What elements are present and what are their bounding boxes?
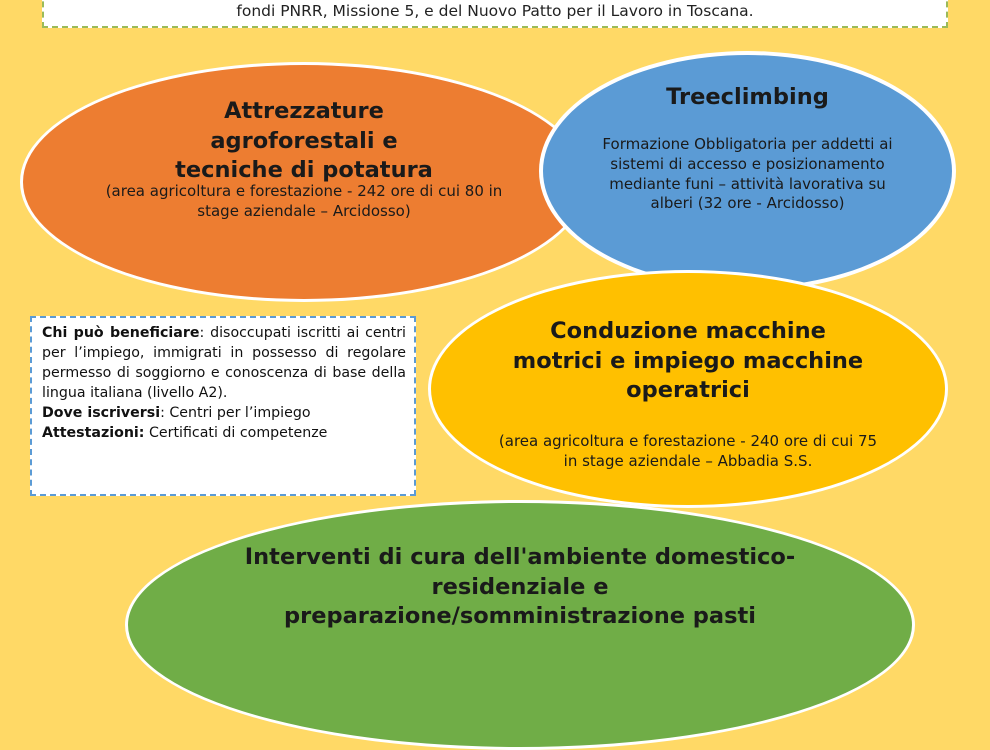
iscrizione-label: Dove iscriversi (42, 405, 161, 421)
beneficiari-text: : disoccupati iscritti ai centri per l’impiego, immigrati in possesso di regolare permesso di soggiorno e conoscenza di base della lingua italiana (livello A2). (42, 325, 406, 401)
course-macchine-title: Conduzione macchine motrici e impiego macchine operatrici (512, 318, 864, 404)
attestazioni-paragraph (42, 423, 406, 443)
attestazioni-label: Attestazioni: (42, 425, 145, 441)
course-treeclimbing-title: Treeclimbing (666, 84, 829, 110)
course-ambiente-title: Interventi di cura dell'ambiente domestico-residenziale e preparazione/somministrazione pasti (244, 544, 796, 630)
course-agroforestali (20, 62, 588, 302)
course-treeclimbing (540, 52, 955, 290)
iscrizione-text: : Centri per l’impiego (160, 405, 311, 421)
info-box (30, 316, 416, 496)
course-agroforestali-title: Attrezzature agroforestali e tecniche di potatura (175, 98, 433, 184)
attestazioni-text: Certificati di competenze (144, 425, 328, 441)
iscrizione-paragraph (42, 403, 406, 423)
course-treeclimbing-description: Formazione Obbligatoria per addetti ai sistemi di accesso e posizionamento mediante funi – attività lavorativa su alberi (32 ore - Arcidosso) (602, 135, 893, 213)
beneficiari-paragraph (42, 323, 406, 403)
course-agroforestali-description: (area agricoltura e forestazione - 242 ore di cui 80 in stage aziendale – Arcidosso) (105, 182, 503, 220)
course-macchine (428, 270, 948, 508)
course-macchine-description: (area agricoltura e forestazione - 240 ore di cui 75 in stage aziendale – Abbadia S.S. (498, 432, 878, 470)
header-box (42, 0, 948, 28)
course-ambiente (125, 500, 915, 750)
beneficiari-label: Chi può beneficiare (42, 325, 200, 341)
header-text: fondi PNRR, Missione 5, e del Nuovo Patto per il Lavoro in Toscana. (236, 2, 754, 20)
